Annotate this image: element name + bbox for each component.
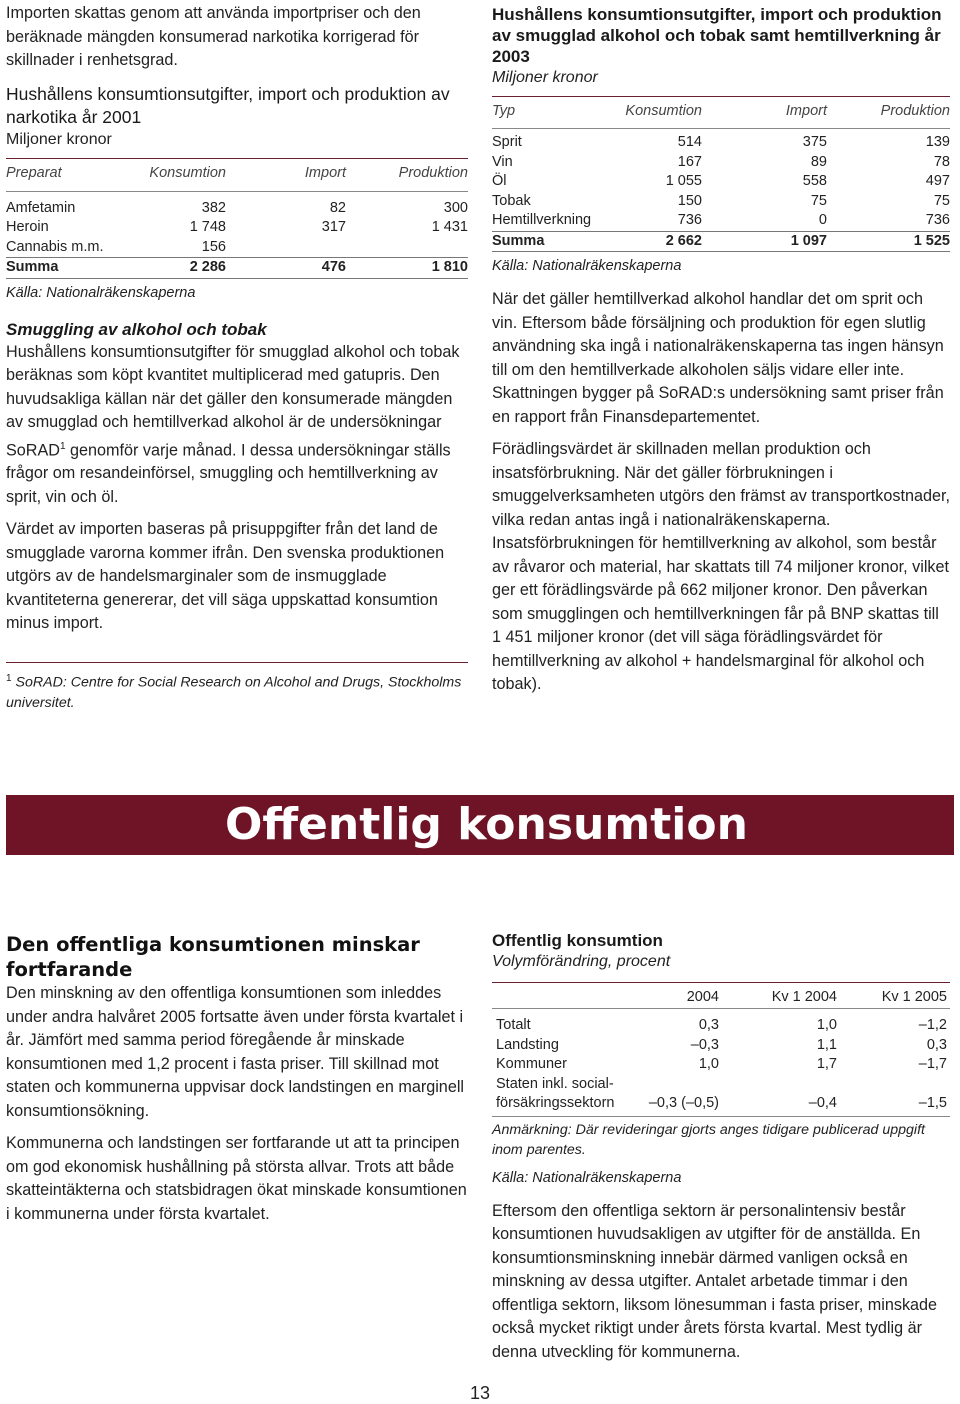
table-row: Heroin 1 748 317 1 431 — [6, 219, 468, 235]
banner-title: Offentlig konsumtion — [225, 799, 748, 850]
public-paragraph-2: Kommunerna och landstingen ser fortfarande ut att ta principen om god ekonomisk hushållning på största allvar. Trots att både skatteintäkterna och statsbidragen ökat minskade konsumtionen i kommunerna under första kvartalet. — [6, 1134, 467, 1223]
table-row: Cannabis m.m. 156 — [6, 238, 226, 255]
alcohol-table-body — [492, 128, 950, 252]
col-header-kv1-2005: Kv 1 2005 — [881, 989, 947, 1005]
table-row: Hemtillverkning 736 0 736 — [492, 212, 950, 228]
alcohol-table — [492, 4, 950, 274]
footnote-text: SoRAD: Centre for Social Research on Alcohol and Drugs, Stockholms universitet. — [6, 674, 462, 711]
public-paragraph-3: Eftersom den offentliga sektorn är personalintensiv består konsumtionen huvudsakligen av utgifter för de anställda. En konsumtionsminskning innebär därmed vanligen också en minskning av dessa utgifter. Antalet arbetade timmar i den offentliga sektorn, liksom lönesumman i fasta priser, minskade också mycket riktigt under årets första kvartal. Mest tydlig är denna utveckling för kommunerna. — [492, 1201, 938, 1361]
table-row: Sprit 514 375 139 — [492, 134, 950, 150]
public-table-body — [492, 1009, 950, 1114]
alcohol-paragraph-1: När det gäller hemtillverkad alkohol handlar det om sprit och vin. Eftersom både försäljning och produktion för egen slutlig användning ska ingå i nationalräkenskaperna tas ingen hänsyn till om den hemtillverkade alkoholen säljs vidare eller inte. Skattningen bygger på SoRAD:s undersökning samt priser från en rapport från Finansdepartementet. — [492, 290, 944, 426]
alcohol-table-subtitle: Miljoner kronor — [492, 69, 598, 86]
table-row: Kommuner 1,0 1,7 –1,7 — [496, 1056, 947, 1072]
smuggling-paragraph-1: Hushållens konsumtionsutgifter för smugglad alkohol och tobak beräknas som köpt kvantitet multiplicerad med gatupris. Den huvudsakliga källan när det gäller den konsumerade mängden av smugglad och hemtillverkad alkohol är de undersökningar SoRAD$^1$ genomför varje månad. I dessa undersökningar ställs frågor om resandeinförsel, smuggling och hemtillverkning av sprit, vin och öl. — [6, 342, 460, 506]
table-row: Öl 1 055 558 497 — [492, 173, 950, 189]
table-sum-row: Summa 2 286 476 1 810 — [6, 257, 468, 279]
narcotics-table-title: Hushållens konsumtionsutgifter, import och produktion av narkotika år 2001 — [6, 83, 450, 127]
public-table-title: Offentlig konsumtion — [492, 931, 663, 950]
left-bottom-column — [6, 932, 468, 1226]
section-heading: Smuggling av alkohol och tobak — [6, 319, 267, 339]
col-header-typ: Typ — [492, 103, 516, 119]
col-header-konsumtion: Konsumtion — [149, 164, 226, 181]
right-bottom-column — [492, 930, 950, 1364]
public-consumption-table — [492, 930, 950, 1186]
col-header-import: Import — [785, 103, 827, 119]
col-header-import: Import — [304, 164, 346, 181]
right-top-column — [492, 4, 950, 697]
table-row: Vin 167 89 78 — [492, 153, 950, 170]
narcotics-table-source: Källa: Nationalräkenskaperna — [6, 284, 196, 301]
smuggling-paragraph-2: Värdet av importen baseras på prisuppgifter från det land de smugglade varorna kommer ifrån. Den svenska produktionen utgörs av de handelsmarginaler som de insmugglade kvantiteterna genererar, det vill säga uppskattad konsumtion minus import. — [6, 520, 445, 633]
alcohol-table-title: Hushållens konsumtionsutgifter, import och produktion av smugglad alkohol och tobak samt hemtillverkning år 2003 — [492, 5, 942, 66]
page-number: 13 — [469, 1383, 491, 1403]
alcohol-table-source: Källa: Nationalräkenskaperna — [492, 258, 682, 274]
table-row: Amfetamin 382 82 300 — [6, 199, 468, 216]
alcohol-paragraph-2: Förädlingsvärdet är skillnaden mellan produktion och insatsförbrukning. När det gäller förbrukningen i smuggelverksamheten utgörs den främst av transportkostnader, vilka redan antas ingå i nationalräkenskaperna. Insatsförbrukningen för hemtillverkning av alkohol, som består av råvaror och material, har skattats till 74 miljoner kronor, vilket ger ett förädlingsvärde på 662 miljoner kronor. Den påverkan som smugglingen och hemtillverkningen får på BNP skattas till 1 451 miljoner kronor (det vill säga förädlingsvärdet för hemtillverkning av alkohol + handelsmarginal för alkohol och tobak). — [492, 440, 950, 693]
public-table-note: Anmärkning: Där revideringar gjorts anges tidigare publicerad uppgift inom parentes. — [492, 1116, 950, 1160]
footnote — [6, 662, 468, 713]
col-header-konsumtion: Konsumtion — [625, 103, 702, 119]
narcotics-table-header — [6, 158, 468, 183]
footnote-ref: 1 — [59, 440, 66, 452]
narcotics-table-subtitle: Miljoner kronor — [6, 130, 112, 148]
narcotics-table — [6, 83, 468, 301]
section-heading: Den offentliga konsumtionen minskar fortfarande — [6, 933, 420, 981]
footnote-mark: 1 — [6, 672, 12, 684]
col-header-kv1-2004: Kv 1 2004 — [771, 989, 837, 1005]
left-top-column — [6, 2, 468, 713]
table-row-label-line: Staten inkl. social- — [496, 1075, 614, 1092]
col-header-produktion: Produktion — [880, 103, 950, 119]
table-sum-row: Summa 2 662 1 097 1 525 — [492, 231, 950, 253]
alcohol-table-header — [492, 96, 950, 121]
public-table-subtitle: Volymförändring, procent — [492, 953, 671, 970]
col-header-2004: 2004 — [686, 989, 719, 1005]
table-row: försäkringssektorn –0,3 (–0,5) –0,4 –1,5 — [496, 1095, 947, 1111]
public-table-source: Källa: Nationalräkenskaperna — [492, 1169, 682, 1186]
section-banner — [6, 795, 954, 855]
public-table-header — [492, 982, 950, 1009]
col-header-preparat: Preparat — [6, 164, 62, 181]
narcotics-table-body — [6, 191, 468, 279]
table-row: Tobak 150 75 75 — [492, 192, 950, 209]
table-row: Landsting –0,3 1,1 0,3 — [496, 1036, 947, 1053]
intro-paragraph: Importen skattas genom att använda importpriser och den beräknade mängden konsumerad narkotika korrigerad för skillnader i renhetsgrad. — [6, 4, 421, 69]
col-header-produktion: Produktion — [398, 164, 468, 181]
public-paragraph-1: Den minskning av den offentliga konsumtionen som inleddes under andra halvåret 2005 fortsatte även under första kvartalet i år. Jämfört med samma period föregående år minskade konsumtionen med 1,2 procent i fasta priser. Till skillnad mot staten och kommunerna uppvisar dock landstingen en marginell konsumtionsökning. — [6, 984, 465, 1120]
table-row: Totalt 0,3 1,0 –1,2 — [496, 1017, 947, 1033]
